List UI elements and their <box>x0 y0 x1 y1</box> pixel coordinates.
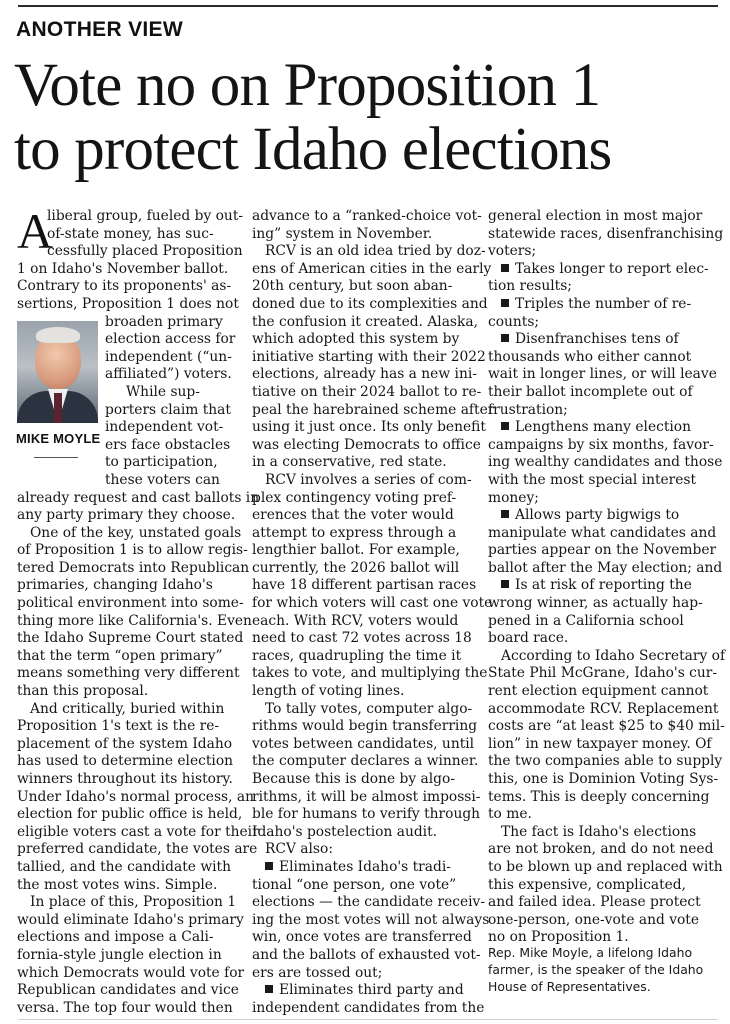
article-text: And critically, buried within <box>30 700 225 717</box>
article-text: ers are tossed out; <box>252 964 383 981</box>
article-text: was electing Democrats to office <box>252 436 481 453</box>
article-text: lion” in new taxpayer money. Of <box>488 735 712 752</box>
article-text: that the term “open primary” <box>17 647 223 664</box>
article-text: the confusion it created. Alaska, <box>252 313 478 330</box>
article-line <box>252 348 486 367</box>
article-text: While sup- <box>126 383 200 400</box>
article-text: the Idaho Supreme Court stated <box>17 630 244 647</box>
article-line <box>252 436 481 455</box>
article-text: rent election equipment cannot <box>488 683 709 700</box>
article-text: porters claim that <box>105 401 231 418</box>
article-line <box>488 507 720 525</box>
article-line <box>252 841 477 859</box>
article-line <box>252 982 477 1000</box>
article-text: their ballot incomplete out of <box>488 383 693 400</box>
bullet-square-icon <box>265 985 273 993</box>
article-line <box>252 243 486 261</box>
article-text: any party primary they choose. <box>17 507 236 524</box>
article-text: election for public office is held, <box>17 806 243 823</box>
article-text: tallied, and the candidate with <box>17 858 231 875</box>
article-text: using it just once. Its only benefit <box>252 419 486 436</box>
article-line <box>488 753 723 771</box>
article-line <box>488 454 723 472</box>
article-text: election access for <box>105 331 236 348</box>
article-line <box>252 894 486 912</box>
article-line <box>17 823 259 842</box>
article-text: voters; <box>488 243 537 260</box>
article-text: costs are “at least $25 to $40 mil- <box>488 718 725 735</box>
article-text: which adopted this system by <box>252 331 460 348</box>
article-line <box>252 331 477 349</box>
article-text: rithms, it will be almost impossi- <box>252 788 481 805</box>
article-line <box>252 366 477 384</box>
article-line <box>17 947 242 965</box>
article-line <box>252 824 477 842</box>
article-line <box>252 260 492 279</box>
article-line <box>252 701 477 719</box>
article-text: One of the key, unstated goals <box>30 524 242 541</box>
article-text: plex contingency voting pref- <box>252 489 457 506</box>
headline-line-2: to protect Idaho elections <box>14 116 612 183</box>
article-text: Eliminates third party and <box>279 982 464 999</box>
article-text: to me. <box>488 806 532 823</box>
article-text: to participation, <box>105 454 218 471</box>
article-line <box>17 736 242 754</box>
article-text: Because this is done by algo- <box>252 771 455 787</box>
article-line <box>488 894 720 912</box>
article-text: these voters can <box>105 471 220 488</box>
article-line <box>17 366 242 384</box>
article-text: Allows party bigwigs to <box>515 507 680 524</box>
article-line <box>252 683 477 701</box>
article-line <box>17 454 242 472</box>
bullet-square-icon <box>501 580 509 588</box>
article-text: Proposition 1's text is the re- <box>17 718 220 735</box>
article-line <box>488 296 720 314</box>
article-text: tiative on their 2024 ballot to re- <box>252 383 482 400</box>
author-bio <box>488 944 720 995</box>
article-text: ing” system in November. <box>252 225 433 242</box>
article-line <box>17 261 242 279</box>
bottom-rule <box>18 1019 718 1020</box>
article-line <box>252 999 485 1018</box>
article-line <box>252 806 481 824</box>
article-text: lengthier ballot. For example, <box>252 542 460 559</box>
article-text: tered Democrats into Republican <box>17 559 250 576</box>
article-line <box>252 383 482 402</box>
headline-line-1: Vote no on Proposition 1 <box>14 52 601 119</box>
article-line <box>252 965 477 983</box>
article-line <box>252 454 477 472</box>
article-line <box>488 559 723 578</box>
article-text: each. With RCV, voters would <box>252 612 459 629</box>
article-line <box>488 736 720 754</box>
article-line <box>17 701 242 719</box>
column-2 <box>252 208 495 1017</box>
article-text: versa. The top four would then <box>17 999 233 1016</box>
article-text: need to cast 72 votes across 18 <box>252 630 472 647</box>
article-line <box>17 208 242 226</box>
article-line <box>488 208 720 226</box>
article-text: races, quadrupling the time it <box>252 647 462 664</box>
article-text: than this proposal. <box>17 683 149 700</box>
article-line <box>17 349 242 367</box>
article-text: wait in longer lines, or will leave <box>488 366 717 383</box>
article-text: board race. <box>488 630 569 647</box>
article-text: tion results; <box>488 278 572 295</box>
article-text: peal the harebrained scheme after <box>252 401 495 418</box>
article-line <box>252 648 477 666</box>
article-line <box>17 296 242 314</box>
article-line <box>488 824 720 842</box>
article-text: Is at risk of reporting the <box>515 577 692 594</box>
article-text: already request and cast ballots in <box>17 489 260 506</box>
column-1 <box>17 203 260 1017</box>
article-line <box>488 402 720 420</box>
article-line <box>17 630 242 648</box>
article-text: frustration; <box>488 401 568 418</box>
article-line <box>252 753 477 771</box>
article-line <box>252 560 477 578</box>
article-text: fornia-style jungle election in <box>17 946 222 963</box>
article-text: To tally votes, computer algo- <box>265 700 473 717</box>
bio-line: farmer, is the speaker of the Idaho <box>488 962 704 977</box>
article-text: ble for humans to verify through <box>252 806 481 823</box>
article-text: in a conservative, red state. <box>252 454 447 471</box>
article-line <box>17 331 242 349</box>
article-line <box>488 647 726 666</box>
article-text: placement of the system Idaho <box>17 735 233 752</box>
article-line <box>488 225 724 244</box>
article-text: of-state money, has suc- <box>47 225 214 242</box>
article-text: erences that the voter would <box>252 507 454 524</box>
article-line <box>17 577 242 595</box>
article-text: 20th century, but soon aban- <box>252 278 453 295</box>
article-line <box>17 489 260 508</box>
article-line <box>488 490 720 508</box>
article-line <box>252 788 481 807</box>
article-text: have 18 different partisan races <box>252 577 477 594</box>
article-text: accommodate RCV. Replacement <box>488 700 719 717</box>
article-line <box>17 1000 242 1018</box>
article-line <box>252 613 477 631</box>
bullet-square-icon <box>501 422 509 430</box>
article-text: for which voters will cast one vote <box>252 595 493 612</box>
article-text: Lengthens many election <box>515 419 691 436</box>
article-text: independent vot- <box>105 419 224 436</box>
article-text: the most votes wins. Simple. <box>17 876 218 893</box>
article-line <box>17 402 242 420</box>
article-line <box>17 788 255 807</box>
article-line <box>252 490 477 508</box>
article-text: thing more like California's. Even <box>17 612 252 629</box>
article-text: thousands who either cannot <box>488 348 692 365</box>
article-text: In place of this, Proposition 1 <box>30 894 237 911</box>
article-text: currently, the 2026 ballot will <box>252 559 460 576</box>
article-text: one-person, one-vote and vote <box>488 911 700 928</box>
article-line <box>488 858 723 877</box>
article-text: ing wealthy candidates and those <box>488 454 723 471</box>
article-text: win, once votes are transferred <box>252 929 472 946</box>
article-text: manipulate what candidates and <box>488 524 717 541</box>
article-line <box>252 911 490 930</box>
bullet-square-icon <box>501 264 509 272</box>
article-text: elections, already has a new ini- <box>252 366 477 383</box>
article-text: are not broken, and do not need <box>488 841 714 858</box>
bullet-square-icon <box>501 510 509 518</box>
article-line <box>17 559 250 578</box>
article-line <box>17 665 242 683</box>
byline: MIKE MOYLE <box>16 431 101 446</box>
article-line <box>17 718 242 736</box>
article-text: According to Idaho Secretary of <box>501 647 726 664</box>
article-line <box>17 612 252 631</box>
article-text: takes to vote, and multiplying the <box>252 665 488 682</box>
article-line <box>252 630 477 648</box>
article-line <box>488 366 720 384</box>
article-line <box>252 595 493 613</box>
article-line <box>17 753 242 771</box>
article-line <box>17 437 242 455</box>
article-text: preferred candidate, the votes are <box>17 841 258 858</box>
article-line <box>17 243 242 261</box>
article-line <box>488 877 720 895</box>
article-line <box>17 419 242 437</box>
article-line <box>252 226 477 244</box>
article-text: initiative starting with their 2022 <box>252 348 486 365</box>
article-text: parties appear on the November <box>488 542 717 559</box>
article-line <box>17 525 242 543</box>
article-text: campaigns by six months, favor- <box>488 436 714 453</box>
article-line <box>17 384 242 402</box>
article-text: doned due to its complexities and <box>252 295 488 312</box>
article-line <box>488 806 720 824</box>
article-line <box>252 718 477 736</box>
article-text: independent candidates from the <box>252 999 485 1016</box>
article-line <box>488 771 720 789</box>
article-text: Under Idaho's normal process, an <box>17 788 255 805</box>
article-line <box>252 472 477 490</box>
article-text: advance to a “ranked-choice vot- <box>252 208 482 224</box>
article-line <box>17 841 258 859</box>
article-text: this, one is Dominion Voting Sys- <box>488 771 719 787</box>
article-line <box>488 595 720 613</box>
article-line <box>488 718 725 736</box>
article-line <box>17 595 242 613</box>
article-text: Idaho's postelection audit. <box>252 823 438 840</box>
article-line <box>17 472 242 490</box>
article-text: rithms would begin transferring <box>252 718 478 735</box>
headline <box>14 54 730 182</box>
article-line <box>17 226 242 244</box>
article-line <box>488 542 720 560</box>
article-text: sertions, Proposition 1 does not <box>17 295 239 312</box>
article-text: pened in a California school <box>488 612 684 629</box>
article-line <box>17 542 248 560</box>
article-line <box>252 208 482 226</box>
article-line <box>17 278 242 296</box>
article-text: primaries, changing Idaho's <box>17 577 213 594</box>
article-text: length of voting lines. <box>252 683 405 700</box>
article-text: of Proposition 1 is to allow regis- <box>17 542 248 559</box>
article-text: would eliminate Idaho's primary <box>17 911 244 928</box>
article-line <box>252 507 477 525</box>
article-line <box>488 331 720 349</box>
article-line <box>252 877 477 895</box>
article-text: ballot after the May election; and <box>488 559 723 576</box>
article-line <box>17 877 242 895</box>
article-line <box>488 525 720 543</box>
bio-line: Rep. Mike Moyle, a lifelong Idaho <box>488 945 693 960</box>
article-text: RCV also: <box>265 841 333 858</box>
article-text: money; <box>488 489 539 506</box>
article-line <box>252 419 486 437</box>
article-line <box>252 295 488 314</box>
article-line <box>17 771 242 789</box>
article-text: RCV is an old idea tried by doz- <box>265 243 486 260</box>
article-text: counts; <box>488 313 540 330</box>
article-text: political environment into some- <box>17 595 244 612</box>
article-text: with the most special interest <box>488 471 697 488</box>
article-text: which Democrats would vote for <box>17 964 245 981</box>
article-text: Republican candidates and vice <box>17 982 239 999</box>
article-text: attempt to express through a <box>252 524 457 541</box>
article-text: Triples the number of re- <box>515 295 692 312</box>
article-line <box>488 789 720 807</box>
article-line <box>17 912 242 930</box>
article-text: Takes longer to report elec- <box>515 260 709 277</box>
article-text: the computer declares a winner. <box>252 753 479 770</box>
article-text: tems. This is deeply concerning <box>488 788 710 805</box>
article-line <box>17 894 242 912</box>
article-line <box>17 964 245 983</box>
drop-cap: A <box>17 203 54 259</box>
article-line <box>488 261 720 279</box>
article-text: this expensive, complicated, <box>488 876 687 893</box>
article-line <box>17 314 242 332</box>
article-text: Eliminates Idaho's tradi- <box>279 858 451 875</box>
article-text: winners throughout its history. <box>17 771 233 787</box>
article-text: ing the most votes will not always <box>252 911 490 928</box>
article-line <box>252 314 477 332</box>
article-text: affiliated”) voters. <box>105 366 232 383</box>
article-line <box>252 859 477 877</box>
article-text: the two companies able to supply <box>488 753 723 770</box>
article-line <box>488 630 720 648</box>
article-line <box>488 701 720 719</box>
article-line <box>17 806 242 824</box>
article-line <box>17 507 242 525</box>
bullet-square-icon <box>501 299 509 307</box>
article-text: State Phil McGrane, Idaho's cur- <box>488 665 718 682</box>
article-text: RCV involves a series of com- <box>265 471 472 488</box>
article-line <box>488 912 720 930</box>
article-text: Disenfranchises tens of <box>515 331 679 348</box>
article-text: statewide races, disenfranchising <box>488 225 724 242</box>
article-text: and failed idea. Please protect <box>488 894 701 911</box>
bio-line: House of Representatives. <box>488 979 651 994</box>
article-text: no on Proposition 1. <box>488 929 629 946</box>
article-line <box>488 665 720 683</box>
article-line <box>488 472 720 490</box>
article-line <box>252 771 477 789</box>
article-text: elections and impose a Cali- <box>17 929 214 946</box>
column-3 <box>488 208 726 947</box>
article-line <box>488 384 720 402</box>
article-text: has used to determine election <box>17 753 234 770</box>
article-line <box>17 683 242 701</box>
article-text: eligible voters cast a vote for their <box>17 823 259 840</box>
article-line <box>488 613 720 631</box>
article-text: ers face obstacles <box>105 436 231 453</box>
top-rule <box>18 5 718 7</box>
article-line <box>17 859 242 877</box>
article-line <box>488 278 720 296</box>
article-line <box>17 929 242 947</box>
article-line <box>252 542 477 560</box>
section-kicker: ANOTHER VIEW <box>16 18 183 41</box>
bullet-square-icon <box>501 334 509 342</box>
article-line <box>488 243 720 261</box>
article-line <box>252 278 477 296</box>
article-text: wrong winner, as actually hap- <box>488 595 703 612</box>
article-line <box>488 683 720 701</box>
article-line <box>488 577 720 595</box>
article-line <box>252 577 477 595</box>
article-line <box>252 665 488 683</box>
article-line <box>488 314 720 332</box>
article-text: and the ballots of exhausted vot- <box>252 946 481 963</box>
article-text: tional “one person, one vote” <box>252 876 457 893</box>
article-line <box>252 946 481 965</box>
article-text: general election in most major <box>488 208 703 224</box>
article-text: cessfully placed Proposition <box>47 243 243 260</box>
article-text: 1 on Idaho's November ballot. <box>17 260 229 277</box>
article-line <box>17 648 242 666</box>
article-line <box>488 437 720 455</box>
article-text: to be blown up and replaced with <box>488 858 723 875</box>
article-text: elections — the candidate receiv- <box>252 894 486 911</box>
article-text: liberal group, fueled by out- <box>47 208 244 224</box>
article-line <box>252 525 477 543</box>
article-line <box>252 736 477 754</box>
article-line <box>252 401 495 420</box>
article-text: votes between candidates, until <box>252 735 475 752</box>
article-text: broaden primary <box>105 313 223 330</box>
article-text: means something very different <box>17 665 240 682</box>
article-text: independent (“un- <box>105 348 232 365</box>
article-text: Contrary to its proponents' as- <box>17 278 232 295</box>
article-line <box>488 349 720 367</box>
article-line <box>488 419 720 437</box>
article-line <box>488 841 720 859</box>
article-line <box>252 929 477 947</box>
article-line <box>17 982 242 1000</box>
bullet-square-icon <box>265 862 273 870</box>
article-text: ens of American cities in the early <box>252 260 492 277</box>
article-text: The fact is Idaho's elections <box>501 823 697 840</box>
